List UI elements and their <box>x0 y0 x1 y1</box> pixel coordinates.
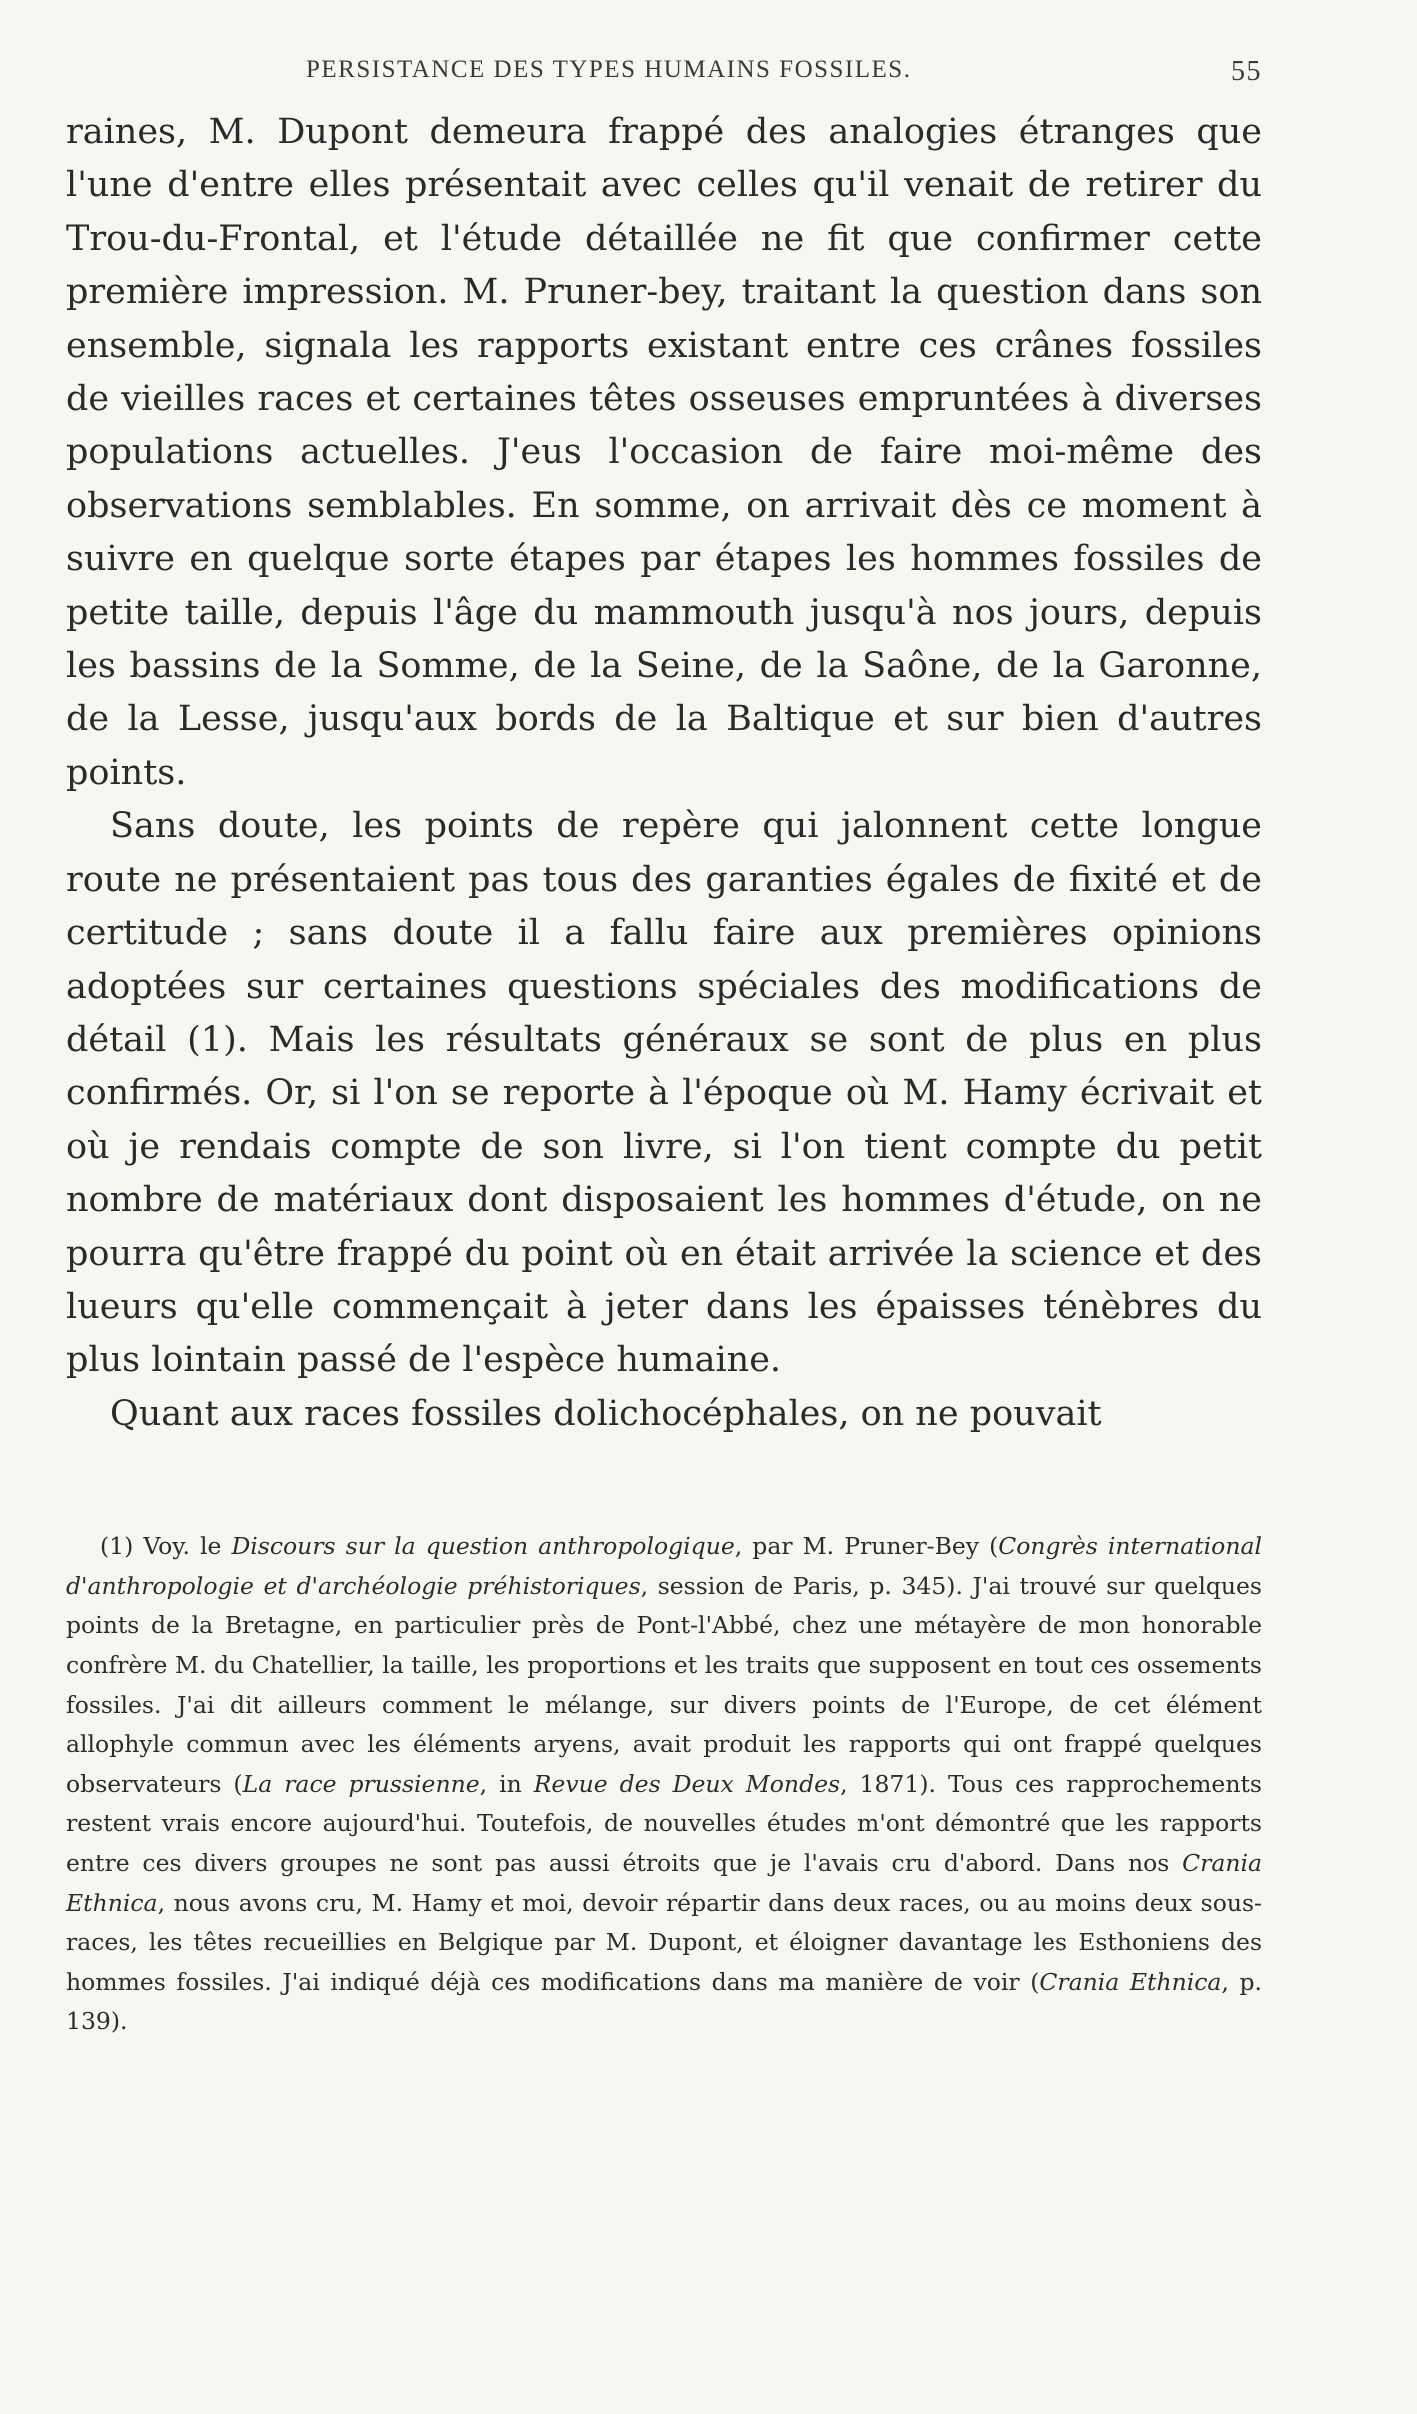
footnote-italic: La race prussienne <box>242 1769 480 1798</box>
footnote-italic: Crania Ethnica <box>66 1848 1262 1917</box>
footnote-text: (1) Voy. le <box>100 1532 232 1561</box>
footnote-italic: Congrès international d'anthropologie et d'archéologie préhistoriques <box>66 1532 1262 1600</box>
page-header <box>66 50 1262 94</box>
paragraph: Quant aux races fossiles dolichocéphales, on ne pouvait <box>110 1393 1102 1434</box>
page-number: 55 <box>1231 56 1262 87</box>
footnote-text: , 1871). Tous ces rapprochements restent vrais encore aujourd'hui. Toutefois, de nouvelles études m'ont démontré que les rapports entre ces divers groupes ne sont pas aussi étroits que je l'avais cru d'abord. Dans nos <box>66 1769 1262 1877</box>
footnote-text: , session de Paris, p. 345). J'ai trouvé sur quelques points de la Bretagne, en particulier près de Pont-l'Abbé, chez une métayère de mon honorable confrère M. du Chatellier, la taille, les proportions et les traits que supposent en tout ces ossements fossiles. J'ai dit ailleurs comment le mélange, sur divers points de l'Europe, de cet élément allophyle commun avec les éléments aryens, avait produit les rapports qui ont frappé quelques observateurs ( <box>66 1571 1262 1798</box>
book-page <box>66 50 1262 2042</box>
paragraph: raines, M. Dupont demeura frappé des analogies étranges que l'une d'entre elles présentait avec celles qu'il venait de retirer du Trou-du-Frontal, et l'étude détaillée ne fit que confirmer cette première impression. M. Pruner-bey, traitant la question dans son ensemble, signala les rapports existant entre ces crânes fossiles de vieilles races et certaines têtes osseuses empruntées à diverses populations actuelles. J'eus l'occasion de faire moi-même des observations semblables. En somme, on arrivait dès ce moment à suivre en quelque sorte étapes par étapes les hommes fossiles de petite taille, depuis l'âge du mammouth jusqu'à nos jours, depuis les bassins de la Somme, de la Seine, de la Saône, de la Garonne, de la Lesse, jusqu'aux bords de la Baltique et sur bien d'autres points. <box>66 112 1262 793</box>
main-text <box>66 106 1262 1441</box>
running-title: PERSISTANCE DES TYPES HUMAINS FOSSILES. <box>306 56 912 83</box>
footnote-italic: Crania Ethnica <box>1039 1967 1222 1996</box>
footnote-italic: Discours sur la question anthropologique <box>231 1532 735 1561</box>
footnote-text: , par M. Pruner-Bey ( <box>734 1532 999 1561</box>
paragraph: Sans doute, les points de repère qui jalonnent cette longue route ne présentaient pas tous des garanties égales de fixité et de certitude ; sans doute il a fallu faire aux premières opinions adoptées sur certaines questions spéciales des modifications de détail (1). Mais les résultats généraux se sont de plus en plus confirmés. Or, si l'on se reporte à l'époque où M. Hamy écrivait et où je rendais compte de son livre, si l'on tient compte du petit nombre de matériaux dont disposaient les hommes d'étude, on ne pourra qu'être frappé du point où en était arrivée la science et des lueurs qu'elle commençait à jeter dans les épaisses ténèbres du plus lointain passé de l'espèce humaine. <box>66 806 1262 1381</box>
footnote-text: , p. 139). <box>66 1967 1262 2036</box>
footnotes <box>66 1527 1262 2042</box>
footnote-1 <box>66 1527 1262 2042</box>
footnote-text: , nous avons cru, M. Hamy et moi, devoir répartir dans deux races, ou au moins deux sous-races, les têtes recueillies en Belgique par M. Dupont, et éloigner davantage les Esthoniens des hommes fossiles. J'ai indiqué déjà ces modifications dans ma manière de voir ( <box>66 1888 1262 1996</box>
footnote-text: , in <box>479 1769 534 1798</box>
footnote-italic: Revue des Deux Mondes <box>533 1769 841 1798</box>
